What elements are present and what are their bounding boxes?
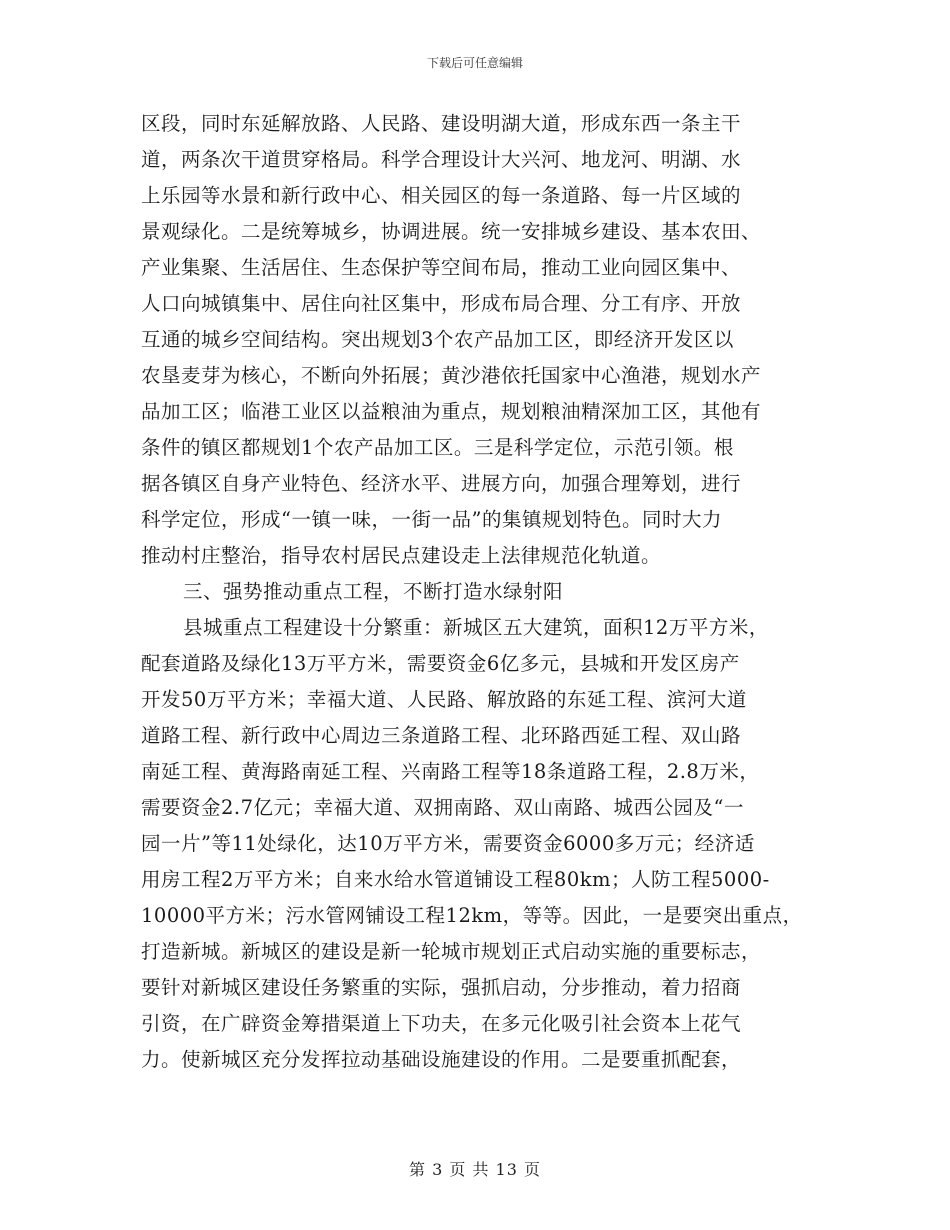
body-line: 推动村庄整治，指导农村居民点建设走上法律规范化轨道。 bbox=[141, 544, 662, 567]
body-line: 用房工程2万平方米；自来水给水管道铺设工程80km；人防工程5000- bbox=[141, 868, 770, 891]
body-line: 农垦麦芽为核心，不断向外拓展；黄沙港依托国家中心渔港，规划水产 bbox=[141, 364, 762, 387]
body-line: 打造新城。新城区的建设是新一轮城市规划正式启动实施的重要标志， bbox=[141, 940, 762, 963]
body-line: 品加工区；临港工业区以益粮油为重点，规划粮油精深加工区，其他有 bbox=[141, 400, 762, 423]
page-footer: 第 3 页 共 13 页 bbox=[409, 1160, 541, 1179]
body-line: 道路工程、新行政中心周边三条道路工程、北环路西延工程、双山路 bbox=[141, 724, 742, 747]
body-line: 南延工程、黄海路南延工程、兴南路工程等18条道路工程，2.8万米， bbox=[141, 760, 760, 783]
body-line: 园一片”等11处绿化，达10万平方米，需要资金6000多万元；经济适 bbox=[141, 832, 755, 855]
body-line: 区段，同时东延解放路、人民路、建设明湖大道，形成东西一条主干 bbox=[141, 112, 742, 135]
body-line: 上乐园等水景和新行政中心、相关园区的每一条道路、每一片区域的 bbox=[141, 184, 742, 207]
page-header: 下载后可任意编辑 bbox=[426, 56, 523, 70]
body-line: 科学定位，形成“一镇一味，一街一品”的集镇规划特色。同时大力 bbox=[141, 508, 722, 531]
body-line: 景观绿化。二是统筹城乡，协调进展。统一安排城乡建设、基本农田、 bbox=[141, 220, 762, 243]
body-line: 人口向城镇集中、居住向社区集中，形成布局合理、分工有序、开放 bbox=[141, 292, 742, 315]
body-line: 力。使新城区充分发挥拉动基础设施建设的作用。二是要重抓配套， bbox=[141, 1048, 742, 1071]
body-line: 配套道路及绿化13万平方米，需要资金6亿多元，县城和开发区房产 bbox=[141, 652, 740, 675]
body-line: 要针对新城区建设任务繁重的实际，强抓启动，分步推动，着力招商 bbox=[141, 976, 742, 999]
document-body bbox=[141, 106, 813, 1078]
body-line: 据各镇区自身产业特色、经济水平、进展方向，加强合理筹划，进行 bbox=[141, 472, 742, 495]
body-line: 条件的镇区都规划1个农产品加工区。三是科学定位，示范引领。根 bbox=[141, 436, 734, 459]
body-line: 10000平方米；污水管网铺设工程12km，等等。因此，一是要突出重点， bbox=[141, 904, 803, 927]
body-line: 道，两条次干道贯穿格局。科学合理设计大兴河、地龙河、明湖、水 bbox=[141, 148, 742, 171]
body-line: 产业集聚、生活居住、生态保护等空间布局，推动工业向园区集中、 bbox=[141, 256, 742, 279]
body-line: 互通的城乡空间结构。突出规划3个农产品加工区，即经济开发区以 bbox=[141, 328, 734, 351]
body-line: 开发50万平方米；幸福大道、人民路、解放路的东延工程、滨河大道 bbox=[141, 688, 747, 711]
section-heading: 三、强势推动重点工程，不断打造水绿射阳 bbox=[183, 580, 564, 603]
body-line: 需要资金2.7亿元；幸福大道、双拥南路、双山南路、城西公园及“一 bbox=[141, 796, 744, 819]
body-line: 县城重点工程建设十分繁重：新城区五大建筑，面积12万平方米， bbox=[183, 616, 769, 639]
body-line: 引资，在广辟资金筹措渠道上下功夫，在多元化吸引社会资本上花气 bbox=[141, 1012, 742, 1035]
